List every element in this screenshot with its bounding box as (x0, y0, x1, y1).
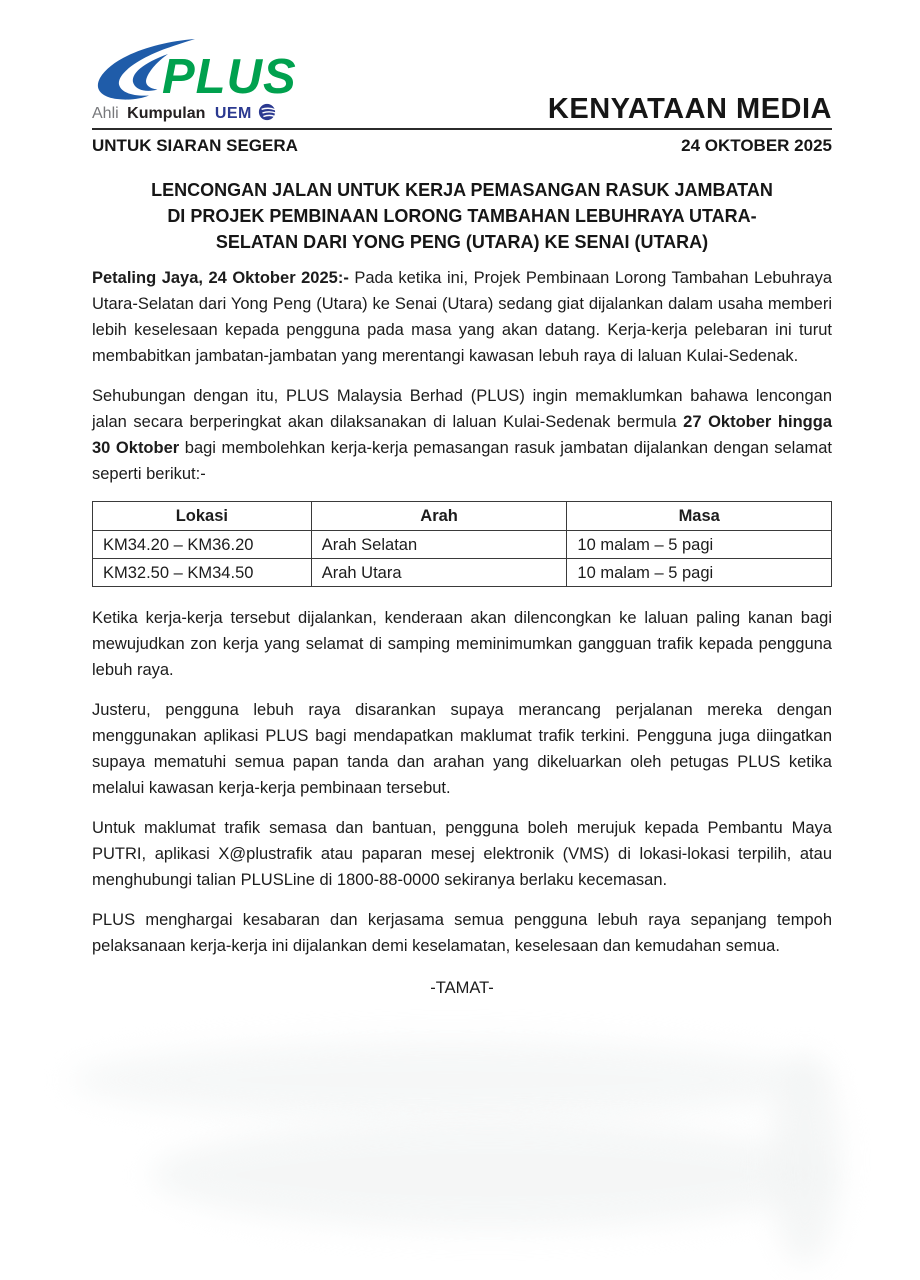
dateline-bold: Petaling Jaya, 24 Oktober 2025:- (92, 269, 349, 287)
title-line-3: SELATAN DARI YONG PENG (UTARA) KE SENAI (UTARA) (215, 232, 709, 252)
title-line-2: DI PROJEK PEMBINAAN LORONG TAMBAHAN LEBUHRAYA UTARA- (167, 206, 757, 226)
cell-masa: 10 malam – 5 pagi (567, 559, 832, 587)
dateline-rest: Pada ketika ini, Projek Pembinaan Lorong Tambahan Lebuhraya Utara-Selatan dari Yong Peng (Utara) ke Senai (Utara) sedang giat dijalankan dalam usaha memberi lebih keselesaan kepada pengguna pada masa yang akan datang. Kerja-kerja pelebaran ini turut membabitkan jambatan-jambatan yang merentangi kawasan lebuh raya di laluan Kulai-Sedenak. (92, 269, 832, 365)
table-header-row (93, 502, 832, 531)
column-header-arah: Arah (311, 502, 567, 531)
tagline-middle: Kumpulan (127, 105, 206, 122)
scan-artifact (70, 1040, 830, 1120)
plus-wordmark: PLUS (162, 50, 297, 100)
press-release-body (92, 265, 832, 1001)
cell-arah: Arah Selatan (311, 531, 567, 559)
table-row (93, 531, 832, 559)
closure-schedule-table (92, 501, 832, 587)
tagline-prefix: Ahli (92, 105, 119, 122)
uem-globe-icon (258, 103, 276, 121)
document-header (92, 0, 832, 128)
paragraph-dateline (92, 265, 832, 369)
tagline-org: UEM (214, 105, 252, 122)
table-row (93, 559, 832, 587)
column-header-lokasi: Lokasi (93, 502, 312, 531)
paragraph-announcement (92, 383, 832, 487)
scan-artifact (150, 1120, 830, 1230)
announcement-pre: Sehubungan dengan itu, PLUS Malaysia Berhad (PLUS) ingin memaklumkan bahawa lencongan jalan secara berperingkat akan dilaksanakan di laluan Kulai-Sedenak bermula (92, 387, 832, 431)
document-type-heading: KENYATAAN MEDIA (547, 93, 832, 125)
paragraph-traffic-info: Untuk maklumat trafik semasa dan bantuan, pengguna boleh merujuk kepada Pembantu Maya PUTRI, aplikasi X@plustrafik atau paparan mesej elektronik (VMS) di lokasi-lokasi terpilih, atau menghubungi talian PLUSLine di 1800-88-0000 sekiranya berlaku kecemasan. (92, 819, 832, 889)
paragraph-advice: Justeru, pengguna lebuh raya disarankan supaya merancang perjalanan mereka dengan menggunakan aplikasi PLUS bagi mendapatkan maklumat trafik terkini. Pengguna juga diingatkan supaya mematuhi semua papan tanda dan arahan yang dikeluarkan oleh petugas PLUS ketika melalui kawasan kerja-kerja pembinaan tersebut. (92, 701, 832, 797)
press-release-title (92, 177, 832, 255)
cell-arah: Arah Utara (311, 559, 567, 587)
release-info-row (92, 130, 832, 156)
release-date: 24 OKTOBER 2025 (681, 136, 832, 155)
cell-lokasi: KM34.20 – KM36.20 (93, 531, 312, 559)
paragraph-appreciation: PLUS menghargai kesabaran dan kerjasama semua pengguna lebuh raya sepanjang tempoh pelaksanaan kerja-kerja ini dijalankan demi keselamatan, keselesaan dan kemudahan semua. (92, 911, 832, 955)
announcement-post: bagi membolehkan kerja-kerja pemasangan rasuk jambatan dijalankan dengan selamat seperti berikut:- (92, 439, 833, 483)
cell-masa: 10 malam – 5 pagi (567, 531, 832, 559)
scan-artifact-area (0, 1025, 920, 1280)
scan-artifact (770, 1055, 840, 1265)
column-header-masa: Masa (567, 502, 832, 531)
release-label: UNTUK SIARAN SEGERA (92, 136, 298, 155)
end-of-release-mark: -TAMAT- (430, 979, 494, 997)
title-line-1: LENCONGAN JALAN UNTUK KERJA PEMASANGAN RASUK JAMBATAN (151, 180, 773, 200)
paragraph-diversion-detail: Ketika kerja-kerja tersebut dijalankan, kenderaan akan dilencongkan ke laluan paling kanan bagi mewujudkan zon kerja yang selamat di samping meminimumkan gangguan trafik kepada pengguna lebuh raya. (92, 609, 832, 679)
cell-lokasi: KM32.50 – KM34.50 (93, 559, 312, 587)
announcement-dates-bold: 27 Oktober hingga 30 Oktober (92, 413, 833, 457)
plus-swoosh-logo-icon (92, 38, 328, 100)
